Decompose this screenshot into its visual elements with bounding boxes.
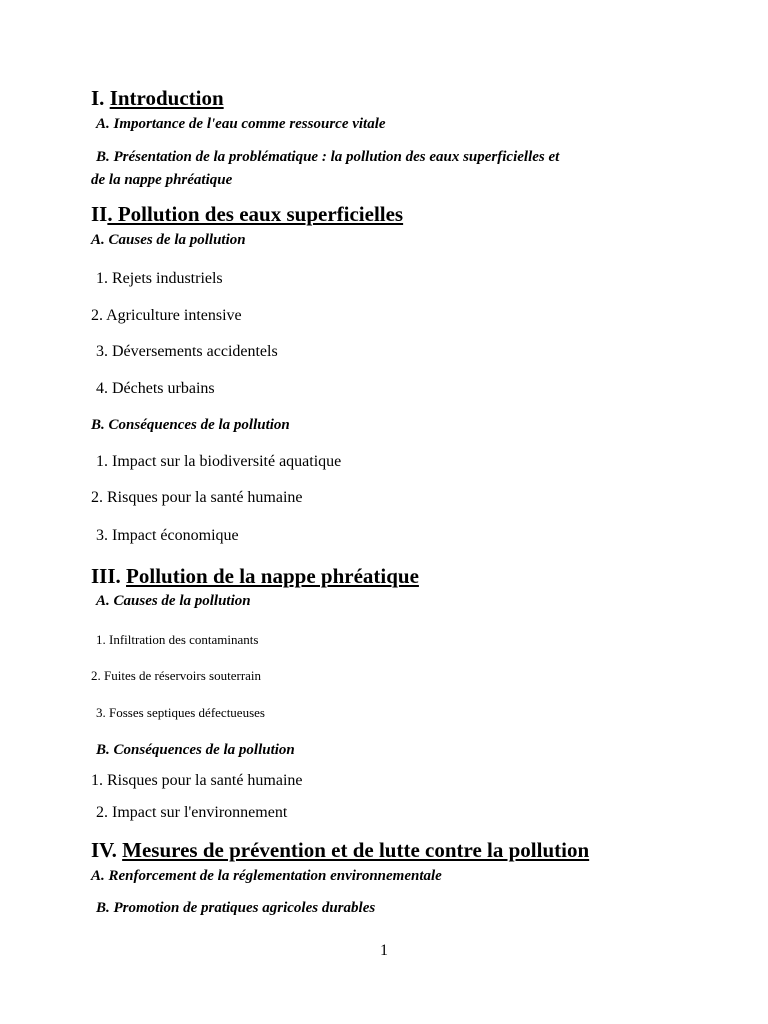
- list-item: 3. Déversements accidentels: [96, 343, 278, 360]
- section-title: Introduction: [109, 86, 224, 110]
- list-item: 2. Fuites de réservoirs souterrain: [91, 668, 262, 683]
- section-number: I.: [91, 86, 105, 110]
- subsection-heading: A. Causes de la pollution: [91, 232, 246, 248]
- subsection-line: de la nappe phréatique: [91, 172, 233, 188]
- list-item: 2. Risques pour la santé humaine: [91, 489, 303, 506]
- list-item: 3. Fosses septiques défectueuses: [96, 705, 265, 720]
- section-heading-prevention: [91, 838, 589, 863]
- list-item: 1. Infiltration des contaminants: [96, 632, 259, 647]
- section-number: II: [91, 202, 108, 226]
- section-number: IV.: [91, 838, 117, 862]
- list-item: 2. Impact sur l'environnement: [96, 804, 288, 821]
- subsection-heading: A. Causes de la pollution: [96, 593, 251, 609]
- section-title: Mesures de prévention et de lutte contre la pollution: [122, 838, 590, 862]
- page-number: 1: [380, 942, 388, 959]
- subsection-heading: B. Conséquences de la pollution: [96, 742, 295, 758]
- list-item: 1. Impact sur la biodiversité aquatique: [96, 453, 342, 470]
- section-heading-surface-water: [91, 202, 403, 227]
- list-item: 1. Rejets industriels: [96, 270, 223, 287]
- section-heading-introduction: [91, 86, 224, 111]
- list-item: 4. Déchets urbains: [96, 380, 215, 397]
- list-item: 1. Risques pour la santé humaine: [91, 772, 303, 789]
- section-title: . Pollution des eaux superficielles: [107, 202, 404, 226]
- subsection-line: A. Renforcement de la réglementation environnementale: [91, 868, 442, 884]
- section-number: III.: [91, 564, 121, 588]
- section-heading-groundwater: [91, 564, 419, 589]
- list-item: 3. Impact économique: [96, 527, 239, 544]
- subsection-line: B. Promotion de pratiques agricoles durables: [96, 900, 376, 916]
- subsection-line: B. Présentation de la problématique : la pollution des eaux superficielles et: [96, 149, 560, 165]
- subsection-line: A. Importance de l'eau comme ressource vitale: [96, 116, 386, 132]
- section-title: Pollution de la nappe phréatique: [126, 564, 419, 588]
- subsection-heading: B. Conséquences de la pollution: [91, 417, 290, 433]
- list-item: 2. Agriculture intensive: [91, 307, 242, 324]
